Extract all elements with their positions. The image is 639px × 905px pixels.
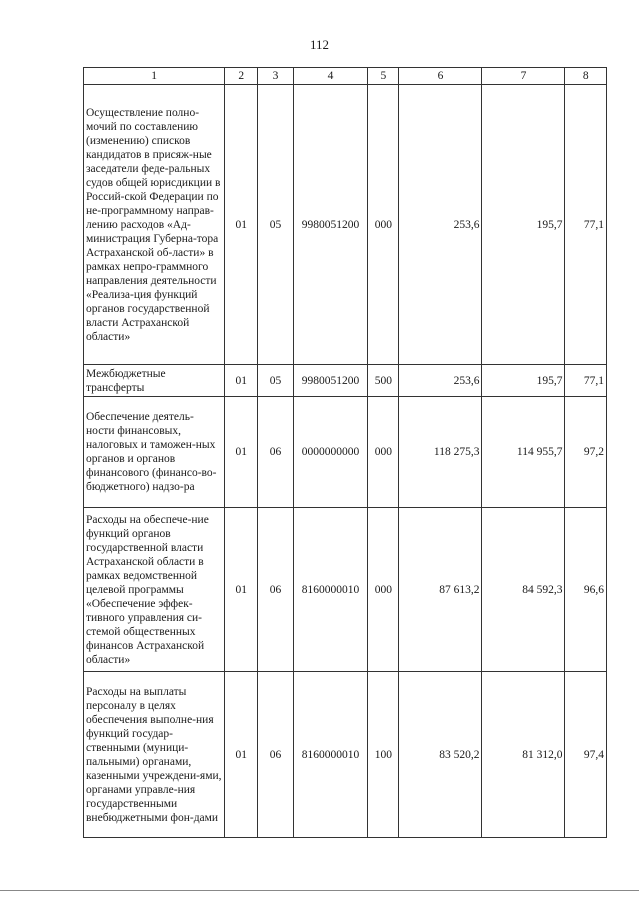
row-expense-type: 000 [368,508,399,672]
page-number: 112 [309,37,330,52]
row-target-article: 0000000000 [293,397,368,508]
table-row [84,365,607,397]
row-expense-type: 100 [368,672,399,838]
row-section: 01 [225,397,258,508]
row-percent: 96,6 [565,508,607,672]
row-percent: 97,2 [565,397,607,508]
column-header-1: 1 [84,68,225,85]
column-header-5: 5 [368,68,399,85]
page-bottom-rule [0,890,639,891]
row-subsection: 06 [258,397,293,508]
row-planned-amount: 253,6 [399,85,482,365]
row-planned-amount: 83 520,2 [399,672,482,838]
row-description: Межбюджетные трансферты [84,365,225,397]
row-expense-type: 000 [368,85,399,365]
row-target-article: 8160000010 [293,508,368,672]
row-subsection: 06 [258,672,293,838]
row-section: 01 [225,508,258,672]
row-subsection: 05 [258,365,293,397]
row-section: 01 [225,365,258,397]
row-target-article: 8160000010 [293,672,368,838]
column-header-7: 7 [482,68,565,85]
column-header-3: 3 [258,68,293,85]
table-row [84,397,607,508]
row-actual-amount: 195,7 [482,365,565,397]
row-section: 01 [225,85,258,365]
row-percent: 77,1 [565,365,607,397]
row-percent: 77,1 [565,85,607,365]
row-actual-amount: 81 312,0 [482,672,565,838]
table-row [84,508,607,672]
row-description: Расходы на выплаты персоналу в целях обеспечения выполне-ния функций государ-ственными (муници-пальными) органами, казенными учреждени-ями, органами управле-ния государственными внебюджетными фон-дами [84,672,225,838]
column-header-2: 2 [225,68,258,85]
table-row [84,672,607,838]
row-planned-amount: 87 613,2 [399,508,482,672]
row-description: Обеспечение деятель-ности финансовых, налоговых и таможен-ных органов и органов финансового (финансо-во-бюджетного) надзо-ра [84,397,225,508]
row-subsection: 05 [258,85,293,365]
row-percent: 97,4 [565,672,607,838]
column-header-6: 6 [399,68,482,85]
row-section: 01 [225,672,258,838]
row-expense-type: 500 [368,365,399,397]
row-description: Расходы на обеспече-ние функций органов государственной власти Астраханской области в рамках ведомственной целевой программы «Обеспечение эффек-тивного управления си-стемой общественных финансов Астраханской области» [84,508,225,672]
row-target-article: 9980051200 [293,85,368,365]
header-row [84,68,607,85]
row-expense-type: 000 [368,397,399,508]
row-target-article: 9980051200 [293,365,368,397]
column-header-8: 8 [565,68,607,85]
row-actual-amount: 195,7 [482,85,565,365]
column-header-4: 4 [293,68,368,85]
row-actual-amount: 84 592,3 [482,508,565,672]
row-planned-amount: 118 275,3 [399,397,482,508]
budget-table [83,67,607,838]
row-description: Осуществление полно-мочий по составлению (изменению) списков кандидатов в присяж-ные заседатели феде-ральных судов общей юрисдикции в Россий-ской Федерации по не-программному направ-лению расходов «Ад-министрация Губерна-тора Астраханской об-ласти» в рамках непро-граммного направления деятельности «Реализа-ция функций органов государственной власти Астраханской области» [84,85,225,365]
table-row [84,85,607,365]
row-actual-amount: 114 955,7 [482,397,565,508]
row-planned-amount: 253,6 [399,365,482,397]
row-subsection: 06 [258,508,293,672]
